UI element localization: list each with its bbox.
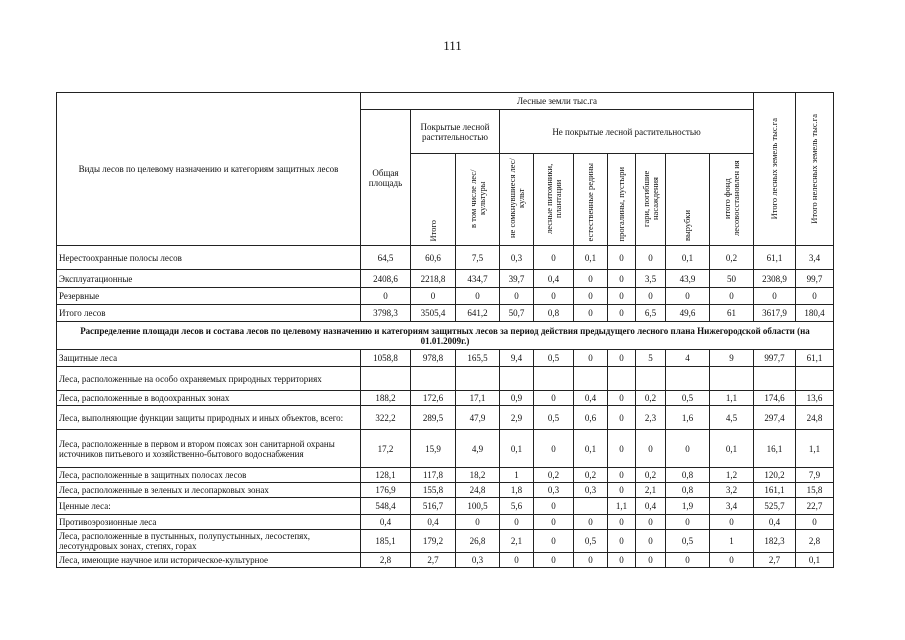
table-cell: 0 bbox=[534, 515, 574, 530]
table-cell: 0 bbox=[636, 288, 666, 305]
table-row bbox=[57, 498, 834, 515]
table-cell: 0 bbox=[608, 246, 636, 270]
table-cell: 26,8 bbox=[456, 530, 500, 553]
table-cell: 50,7 bbox=[500, 305, 534, 322]
table-cell: 3798,3 bbox=[361, 305, 411, 322]
table-cell: 0 bbox=[636, 553, 666, 568]
table-cell: 0,4 bbox=[574, 391, 608, 406]
table-cell: 0 bbox=[500, 515, 534, 530]
table-cell: 0 bbox=[534, 498, 574, 515]
covered-header: Покрытые лесной растительностью bbox=[411, 110, 500, 154]
table-cell: 0 bbox=[666, 553, 710, 568]
table-cell: 0 bbox=[636, 515, 666, 530]
table-cell: 0,2 bbox=[574, 468, 608, 483]
table-cell: 2,8 bbox=[796, 530, 834, 553]
table-cell: 172,6 bbox=[411, 391, 456, 406]
table-cell: 0,1 bbox=[574, 430, 608, 468]
table-cell: 24,8 bbox=[796, 406, 834, 430]
table-cell: 1,2 bbox=[710, 468, 754, 483]
table-cell: 0,2 bbox=[636, 391, 666, 406]
table-cell: 0 bbox=[710, 553, 754, 568]
table-cell: 548,4 bbox=[361, 498, 411, 515]
table-row bbox=[57, 246, 834, 270]
table-cell: 0 bbox=[608, 483, 636, 498]
table-cell: 0,3 bbox=[574, 483, 608, 498]
table-cell: 180,4 bbox=[796, 305, 834, 322]
table-cell bbox=[574, 498, 608, 515]
table-cell: 60,6 bbox=[411, 246, 456, 270]
table-cell: 0 bbox=[608, 270, 636, 288]
table-cell: 24,8 bbox=[456, 483, 500, 498]
table-row bbox=[57, 468, 834, 483]
table-cell: 16,1 bbox=[754, 430, 796, 468]
table-cell: 0,8 bbox=[534, 305, 574, 322]
table-cell: 2408,6 bbox=[361, 270, 411, 288]
table-cell: 3,5 bbox=[636, 270, 666, 288]
table-body-top bbox=[57, 246, 834, 322]
row-label: Леса, имеющие научное или историческое-культурное bbox=[57, 553, 361, 568]
table-cell: 0,2 bbox=[710, 246, 754, 270]
table-row bbox=[57, 350, 834, 367]
table-cell: 7,5 bbox=[456, 246, 500, 270]
table-row bbox=[57, 305, 834, 322]
table-cell: 2,7 bbox=[754, 553, 796, 568]
nc-nurseries-header: лесные питомники, плантации bbox=[534, 154, 574, 246]
table-cell: 5,6 bbox=[500, 498, 534, 515]
table-cell bbox=[636, 367, 666, 391]
table-cell: 0 bbox=[500, 288, 534, 305]
table-cell: 0,4 bbox=[361, 515, 411, 530]
not-covered-header: Не покрытые лесной растительностью bbox=[500, 110, 754, 154]
table-cell: 0,3 bbox=[534, 483, 574, 498]
table-cell: 3,4 bbox=[710, 498, 754, 515]
table-cell: 9 bbox=[710, 350, 754, 367]
table-cell: 0 bbox=[534, 391, 574, 406]
table-cell: 978,8 bbox=[411, 350, 456, 367]
table-cell: 1058,8 bbox=[361, 350, 411, 367]
table-cell: 0 bbox=[608, 391, 636, 406]
table-cell: 128,1 bbox=[361, 468, 411, 483]
table-cell: 1 bbox=[500, 468, 534, 483]
row-label: Леса, расположенные в защитных полосах лесов bbox=[57, 468, 361, 483]
row-label: Леса, выполняющие функции защиты природных и иных объектов, всего: bbox=[57, 406, 361, 430]
table-cell: 0 bbox=[574, 288, 608, 305]
table-cell: 18,2 bbox=[456, 468, 500, 483]
row-label: Итого лесов bbox=[57, 305, 361, 322]
table-cell: 0 bbox=[608, 553, 636, 568]
row-label: Леса, расположенные в водоохранных зонах bbox=[57, 391, 361, 406]
row-label: Леса, расположенные в пустынных, полупустынных, лесостепях, лесотундровых зонах, степях, горах bbox=[57, 530, 361, 553]
table-cell: 155,8 bbox=[411, 483, 456, 498]
table-cell: 61 bbox=[710, 305, 754, 322]
table-cell: 43,9 bbox=[666, 270, 710, 288]
table-cell: 47,9 bbox=[456, 406, 500, 430]
table-cell: 2218,8 bbox=[411, 270, 456, 288]
nc-clearings-header: вырубки bbox=[666, 154, 710, 246]
table-cell: 0 bbox=[608, 530, 636, 553]
table-cell: 0,5 bbox=[666, 530, 710, 553]
table-cell: 0 bbox=[574, 350, 608, 367]
table-cell: 641,2 bbox=[456, 305, 500, 322]
table-cell: 0,1 bbox=[796, 553, 834, 568]
table-cell: 4,9 bbox=[456, 430, 500, 468]
table-cell: 99,7 bbox=[796, 270, 834, 288]
total-area-header: Общая площадь bbox=[361, 110, 411, 246]
row-label: Противоэрозионные леса bbox=[57, 515, 361, 530]
table-cell bbox=[456, 367, 500, 391]
table-cell: 0,2 bbox=[636, 468, 666, 483]
table-cell: 0 bbox=[754, 288, 796, 305]
table-cell: 1,6 bbox=[666, 406, 710, 430]
table-cell: 100,5 bbox=[456, 498, 500, 515]
table-row bbox=[57, 406, 834, 430]
table-cell: 3505,4 bbox=[411, 305, 456, 322]
table-cell: 188,2 bbox=[361, 391, 411, 406]
table-cell: 1,1 bbox=[796, 430, 834, 468]
table-cell: 1,9 bbox=[666, 498, 710, 515]
table-cell: 0,8 bbox=[666, 483, 710, 498]
total-nonforest-lands-header: Итого нелесных земель тыс.га bbox=[796, 93, 834, 246]
table-cell: 0 bbox=[608, 350, 636, 367]
table-cell: 1 bbox=[710, 530, 754, 553]
table-cell: 0 bbox=[636, 530, 666, 553]
nc-burnt-header: гари, погибшие насаждения bbox=[636, 154, 666, 246]
table-cell: 997,7 bbox=[754, 350, 796, 367]
table-cell: 0,1 bbox=[710, 430, 754, 468]
nc-natural-openings-header: естественные редины bbox=[574, 154, 608, 246]
table-cell bbox=[608, 367, 636, 391]
table-cell: 0,4 bbox=[636, 498, 666, 515]
table-cell: 0,1 bbox=[500, 430, 534, 468]
forest-table bbox=[56, 92, 834, 568]
table-row bbox=[57, 391, 834, 406]
table-cell: 0 bbox=[456, 288, 500, 305]
table-cell: 297,4 bbox=[754, 406, 796, 430]
table-cell: 39,7 bbox=[500, 270, 534, 288]
table-cell bbox=[796, 367, 834, 391]
table-cell: 4 bbox=[666, 350, 710, 367]
table-cell: 120,2 bbox=[754, 468, 796, 483]
table-row bbox=[57, 553, 834, 568]
table-cell: 0 bbox=[534, 288, 574, 305]
table-cell: 0,4 bbox=[534, 270, 574, 288]
table-cell: 0,1 bbox=[666, 246, 710, 270]
row-label: Защитные леса bbox=[57, 350, 361, 367]
section-band bbox=[57, 322, 834, 350]
row-label: Нерестоохранные полосы лесов bbox=[57, 246, 361, 270]
table-cell: 2,1 bbox=[636, 483, 666, 498]
table-cell: 0 bbox=[534, 530, 574, 553]
table-cell: 2,9 bbox=[500, 406, 534, 430]
table-cell: 61,1 bbox=[754, 246, 796, 270]
table-cell: 161,1 bbox=[754, 483, 796, 498]
table-cell: 2,1 bbox=[500, 530, 534, 553]
table-cell: 516,7 bbox=[411, 498, 456, 515]
table-cell: 64,5 bbox=[361, 246, 411, 270]
table-cell: 0,1 bbox=[574, 246, 608, 270]
table-cell bbox=[411, 367, 456, 391]
table-cell: 0,3 bbox=[500, 246, 534, 270]
table-cell: 0 bbox=[500, 553, 534, 568]
table-cell: 0,9 bbox=[500, 391, 534, 406]
table-row bbox=[57, 288, 834, 305]
table-cell: 3,2 bbox=[710, 483, 754, 498]
row-label: Леса, расположенные на особо охраняемых природных территориях bbox=[57, 367, 361, 391]
row-label: Леса, расположенные в первом и втором поясах зон санитарной охраны источников питьевого и хозяйственно-бытового водоснабжения bbox=[57, 430, 361, 468]
table-cell: 322,2 bbox=[361, 406, 411, 430]
row-label: Ценные леса: bbox=[57, 498, 361, 515]
table-cell: 2,3 bbox=[636, 406, 666, 430]
table-cell: 2308,9 bbox=[754, 270, 796, 288]
table-cell: 0 bbox=[608, 430, 636, 468]
table-cell: 17,2 bbox=[361, 430, 411, 468]
table-cell: 3,4 bbox=[796, 246, 834, 270]
group-label-header: Виды лесов по целевому назначению и категориям защитных лесов bbox=[57, 93, 361, 246]
table-cell: 176,9 bbox=[361, 483, 411, 498]
table-cell: 2,7 bbox=[411, 553, 456, 568]
table-cell: 0 bbox=[666, 430, 710, 468]
table-cell bbox=[754, 367, 796, 391]
table-cell: 0,8 bbox=[666, 468, 710, 483]
section-title: Распределение площади лесов и состава лесов по целевому назначению и категориям защитных лесов за период действия предыдущего лесного плана Нижегородской области (на 01.01.2009г.) bbox=[57, 322, 834, 350]
table-cell bbox=[710, 367, 754, 391]
table-cell: 0 bbox=[534, 553, 574, 568]
table-cell: 0 bbox=[710, 515, 754, 530]
nc-unclosed-header: не сомкнувшиеся лес/культ bbox=[500, 154, 534, 246]
table-cell: 15,9 bbox=[411, 430, 456, 468]
table-cell: 174,6 bbox=[754, 391, 796, 406]
table-cell: 61,1 bbox=[796, 350, 834, 367]
table-cell: 2,8 bbox=[361, 553, 411, 568]
table-cell: 0 bbox=[574, 270, 608, 288]
table-header bbox=[57, 93, 834, 246]
table-cell: 182,3 bbox=[754, 530, 796, 553]
table-cell: 185,1 bbox=[361, 530, 411, 553]
table-cell: 0 bbox=[796, 288, 834, 305]
table-cell: 3617,9 bbox=[754, 305, 796, 322]
table-cell: 0 bbox=[636, 246, 666, 270]
table-cell: 0 bbox=[608, 288, 636, 305]
table-cell: 0 bbox=[534, 430, 574, 468]
table-cell: 0 bbox=[608, 468, 636, 483]
table-cell: 9,4 bbox=[500, 350, 534, 367]
table-cell: 49,6 bbox=[666, 305, 710, 322]
table-cell bbox=[574, 367, 608, 391]
table-cell: 525,7 bbox=[754, 498, 796, 515]
table-cell: 0 bbox=[710, 288, 754, 305]
table-cell: 0 bbox=[636, 430, 666, 468]
table-cell bbox=[361, 367, 411, 391]
table-cell: 165,5 bbox=[456, 350, 500, 367]
table-cell: 0 bbox=[574, 305, 608, 322]
table-cell: 0,5 bbox=[534, 406, 574, 430]
table-cell: 0 bbox=[411, 288, 456, 305]
table-cell: 0 bbox=[608, 406, 636, 430]
table-cell: 0 bbox=[456, 515, 500, 530]
row-label: Эксплуатационные bbox=[57, 270, 361, 288]
table-row bbox=[57, 530, 834, 553]
table-body-bottom bbox=[57, 350, 834, 568]
table-cell: 0 bbox=[796, 515, 834, 530]
table-cell: 7,9 bbox=[796, 468, 834, 483]
table-row bbox=[57, 483, 834, 498]
table-cell: 0,6 bbox=[574, 406, 608, 430]
table-cell: 5 bbox=[636, 350, 666, 367]
table-cell bbox=[534, 367, 574, 391]
table-cell bbox=[666, 367, 710, 391]
table-cell: 13,6 bbox=[796, 391, 834, 406]
table-cell bbox=[500, 367, 534, 391]
table-cell: 17,1 bbox=[456, 391, 500, 406]
table-cell: 0 bbox=[608, 305, 636, 322]
table-cell: 0 bbox=[534, 246, 574, 270]
nc-reforestation-total-header: итого фонд лесовосстановлен ия bbox=[710, 154, 754, 246]
table-cell: 0,2 bbox=[534, 468, 574, 483]
table-row bbox=[57, 270, 834, 288]
table-cell: 15,8 bbox=[796, 483, 834, 498]
table-row bbox=[57, 367, 834, 391]
table-cell: 0 bbox=[608, 515, 636, 530]
table-cell: 0,5 bbox=[534, 350, 574, 367]
table-cell: 289,5 bbox=[411, 406, 456, 430]
table-cell: 179,2 bbox=[411, 530, 456, 553]
table-cell: 1,1 bbox=[608, 498, 636, 515]
table-cell: 0 bbox=[361, 288, 411, 305]
table-cell: 0 bbox=[574, 515, 608, 530]
table-cell: 0,4 bbox=[754, 515, 796, 530]
page-number: 111 bbox=[443, 38, 462, 53]
table-cell: 1,1 bbox=[710, 391, 754, 406]
table-cell: 1,8 bbox=[500, 483, 534, 498]
row-label: Леса, расположенные в зеленых и лесопарковых зонах bbox=[57, 483, 361, 498]
nc-glades-header: прогалины, пустыри bbox=[608, 154, 636, 246]
total-forest-lands-header: Итого лесных земель тыс.га bbox=[754, 93, 796, 246]
table-cell: 4,5 bbox=[710, 406, 754, 430]
table-cell: 0,3 bbox=[456, 553, 500, 568]
covered-plantations-header: в том числе лес/культуры bbox=[456, 154, 500, 246]
table-cell: 434,7 bbox=[456, 270, 500, 288]
table-cell: 6,5 bbox=[636, 305, 666, 322]
table-cell: 0,5 bbox=[666, 391, 710, 406]
table-cell: 0,4 bbox=[411, 515, 456, 530]
table-cell: 0 bbox=[574, 553, 608, 568]
table-cell: 0 bbox=[666, 288, 710, 305]
table-row bbox=[57, 430, 834, 468]
table-row bbox=[57, 515, 834, 530]
row-label: Резервные bbox=[57, 288, 361, 305]
table-cell: 117,8 bbox=[411, 468, 456, 483]
table-cell: 0 bbox=[666, 515, 710, 530]
table-cell: 50 bbox=[710, 270, 754, 288]
covered-total-header: Итого bbox=[411, 154, 456, 246]
table-cell: 0,5 bbox=[574, 530, 608, 553]
table-cell: 22,7 bbox=[796, 498, 834, 515]
forest-lands-header: Лесные земли тыс.га bbox=[361, 93, 754, 110]
